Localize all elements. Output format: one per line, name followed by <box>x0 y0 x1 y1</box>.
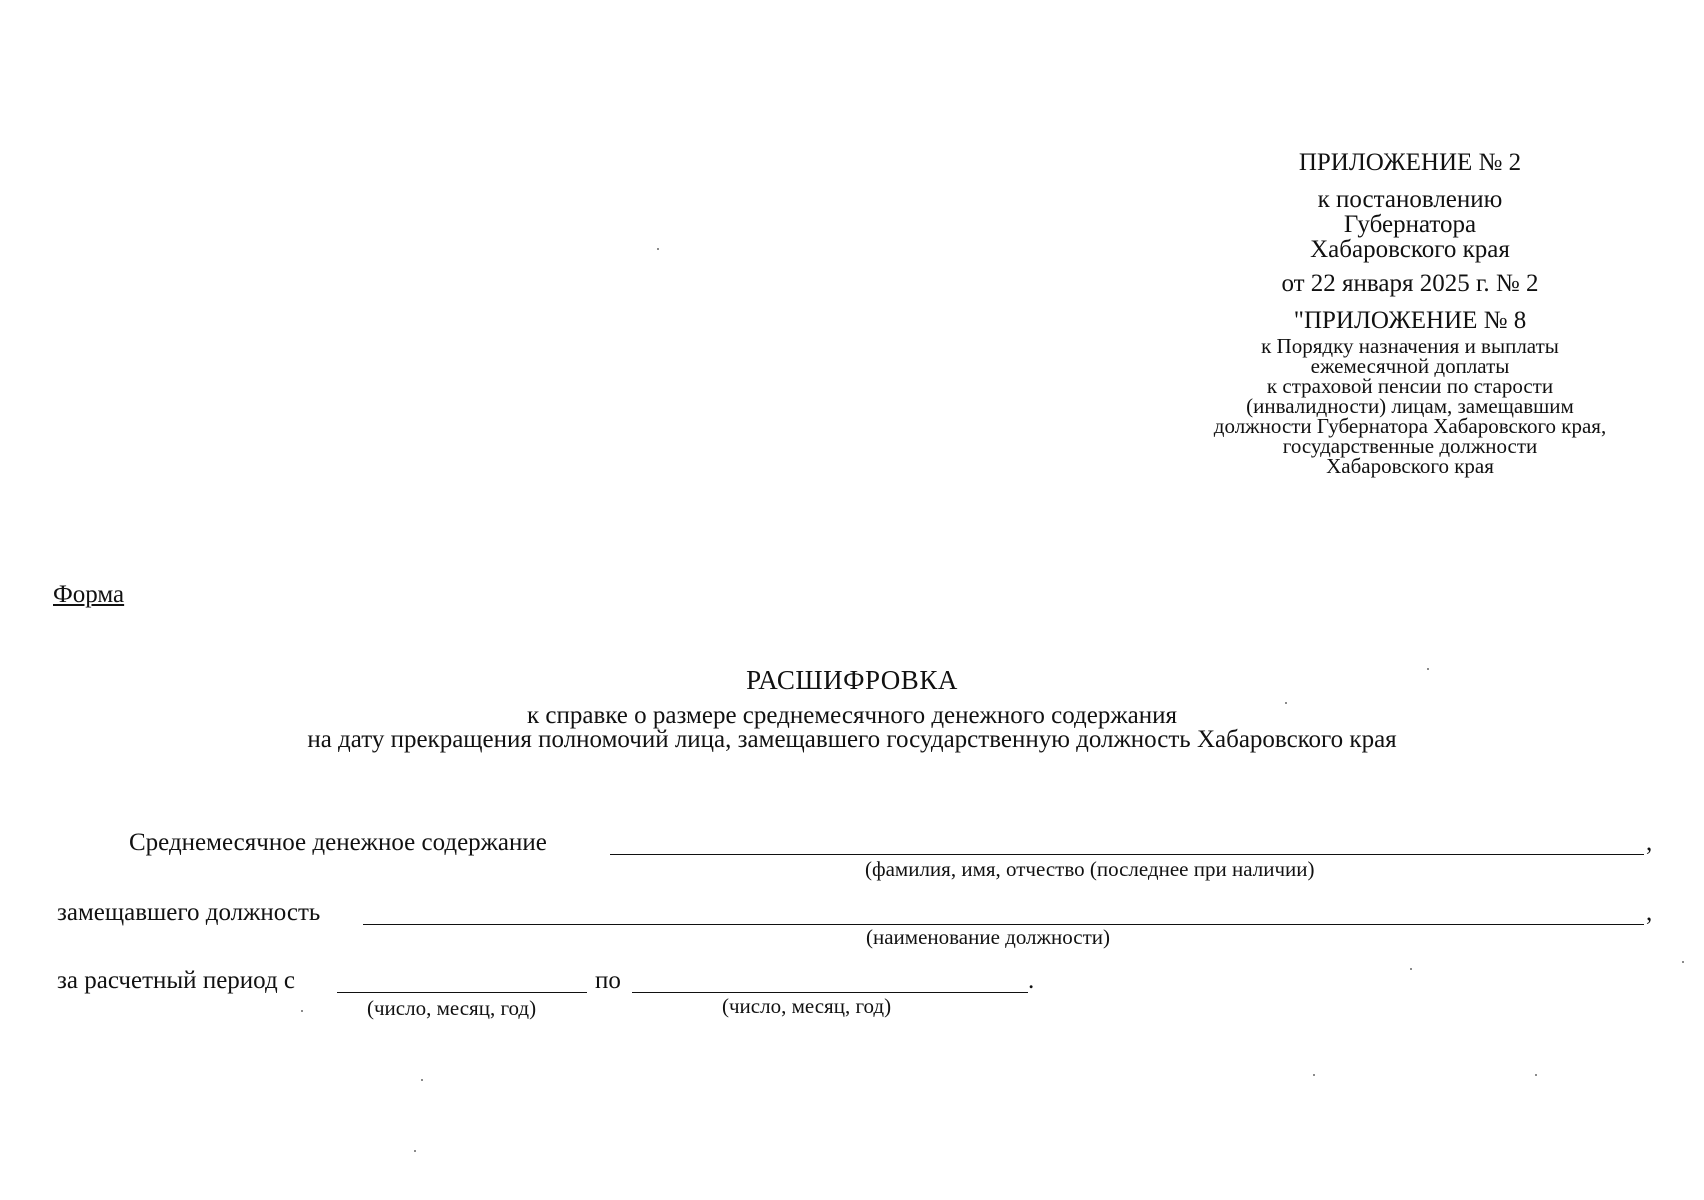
scan-speck <box>657 248 659 250</box>
scan-speck <box>1313 1074 1315 1076</box>
inner-appendix-number: "ПРИЛОЖЕНИЕ № 8 <box>1293 307 1527 334</box>
scan-speck <box>301 1010 303 1012</box>
to-resolution: к постановлению <box>1317 186 1503 213</box>
order-line-3: к страховой пенсии по старости <box>1266 374 1554 398</box>
period-dot: . <box>1028 967 1035 994</box>
full-name-field[interactable] <box>610 854 1644 855</box>
scan-speck <box>1410 968 1412 970</box>
position-label: замещавшего должность <box>57 899 321 926</box>
order-line-1: к Порядку назначения и выплаты <box>1261 334 1559 358</box>
position-caption: (наименование должности) <box>866 925 1111 949</box>
title-heading: РАСШИФРОВКА <box>746 665 958 695</box>
salary-label: Среднемесячное денежное содержание <box>129 829 547 856</box>
full-name-caption: (фамилия, имя, отчество (последнее при наличии) <box>865 857 1315 881</box>
position-comma: , <box>1646 899 1653 926</box>
scan-speck <box>1682 961 1684 963</box>
title-line-2: на дату прекращения полномочий лица, замещавшего государственную должность Хабаровского края <box>307 726 1397 753</box>
period-to-field[interactable] <box>632 992 1028 993</box>
scan-speck <box>421 1079 423 1081</box>
region: Хабаровского края <box>1310 236 1510 263</box>
appendix-number: ПРИЛОЖЕНИЕ № 2 <box>1298 149 1522 176</box>
period-to-label: по <box>595 967 621 994</box>
salary-comma: , <box>1646 829 1653 856</box>
order-line-6: государственные должности <box>1282 434 1538 458</box>
governor: Губернатора <box>1343 211 1477 238</box>
scan-speck <box>1427 668 1429 670</box>
period-from-field[interactable] <box>337 992 587 993</box>
period-label: за расчетный период с <box>57 967 296 994</box>
resolution-date-number: от 22 января 2025 г. № 2 <box>1281 270 1539 297</box>
order-line-5: должности Губернатора Хабаровского края, <box>1213 414 1607 438</box>
scan-speck <box>1285 702 1287 704</box>
document-title <box>0 664 1704 752</box>
title-line-1: к справке о размере среднемесячного денежного содержания <box>527 702 1177 729</box>
form-label: Форма <box>53 581 125 608</box>
order-line-7: Хабаровского края <box>1326 454 1494 478</box>
order-line-2: ежемесячной доплаты <box>1310 354 1510 378</box>
approval-block <box>1150 150 1670 476</box>
scan-speck <box>414 1150 416 1152</box>
scan-speck <box>1535 1074 1537 1076</box>
order-line-4: (инвалидности) лицам, замещавшим <box>1246 394 1574 418</box>
period-from-caption: (число, месяц, год) <box>367 996 537 1020</box>
period-to-caption: (число, месяц, год) <box>722 994 892 1018</box>
